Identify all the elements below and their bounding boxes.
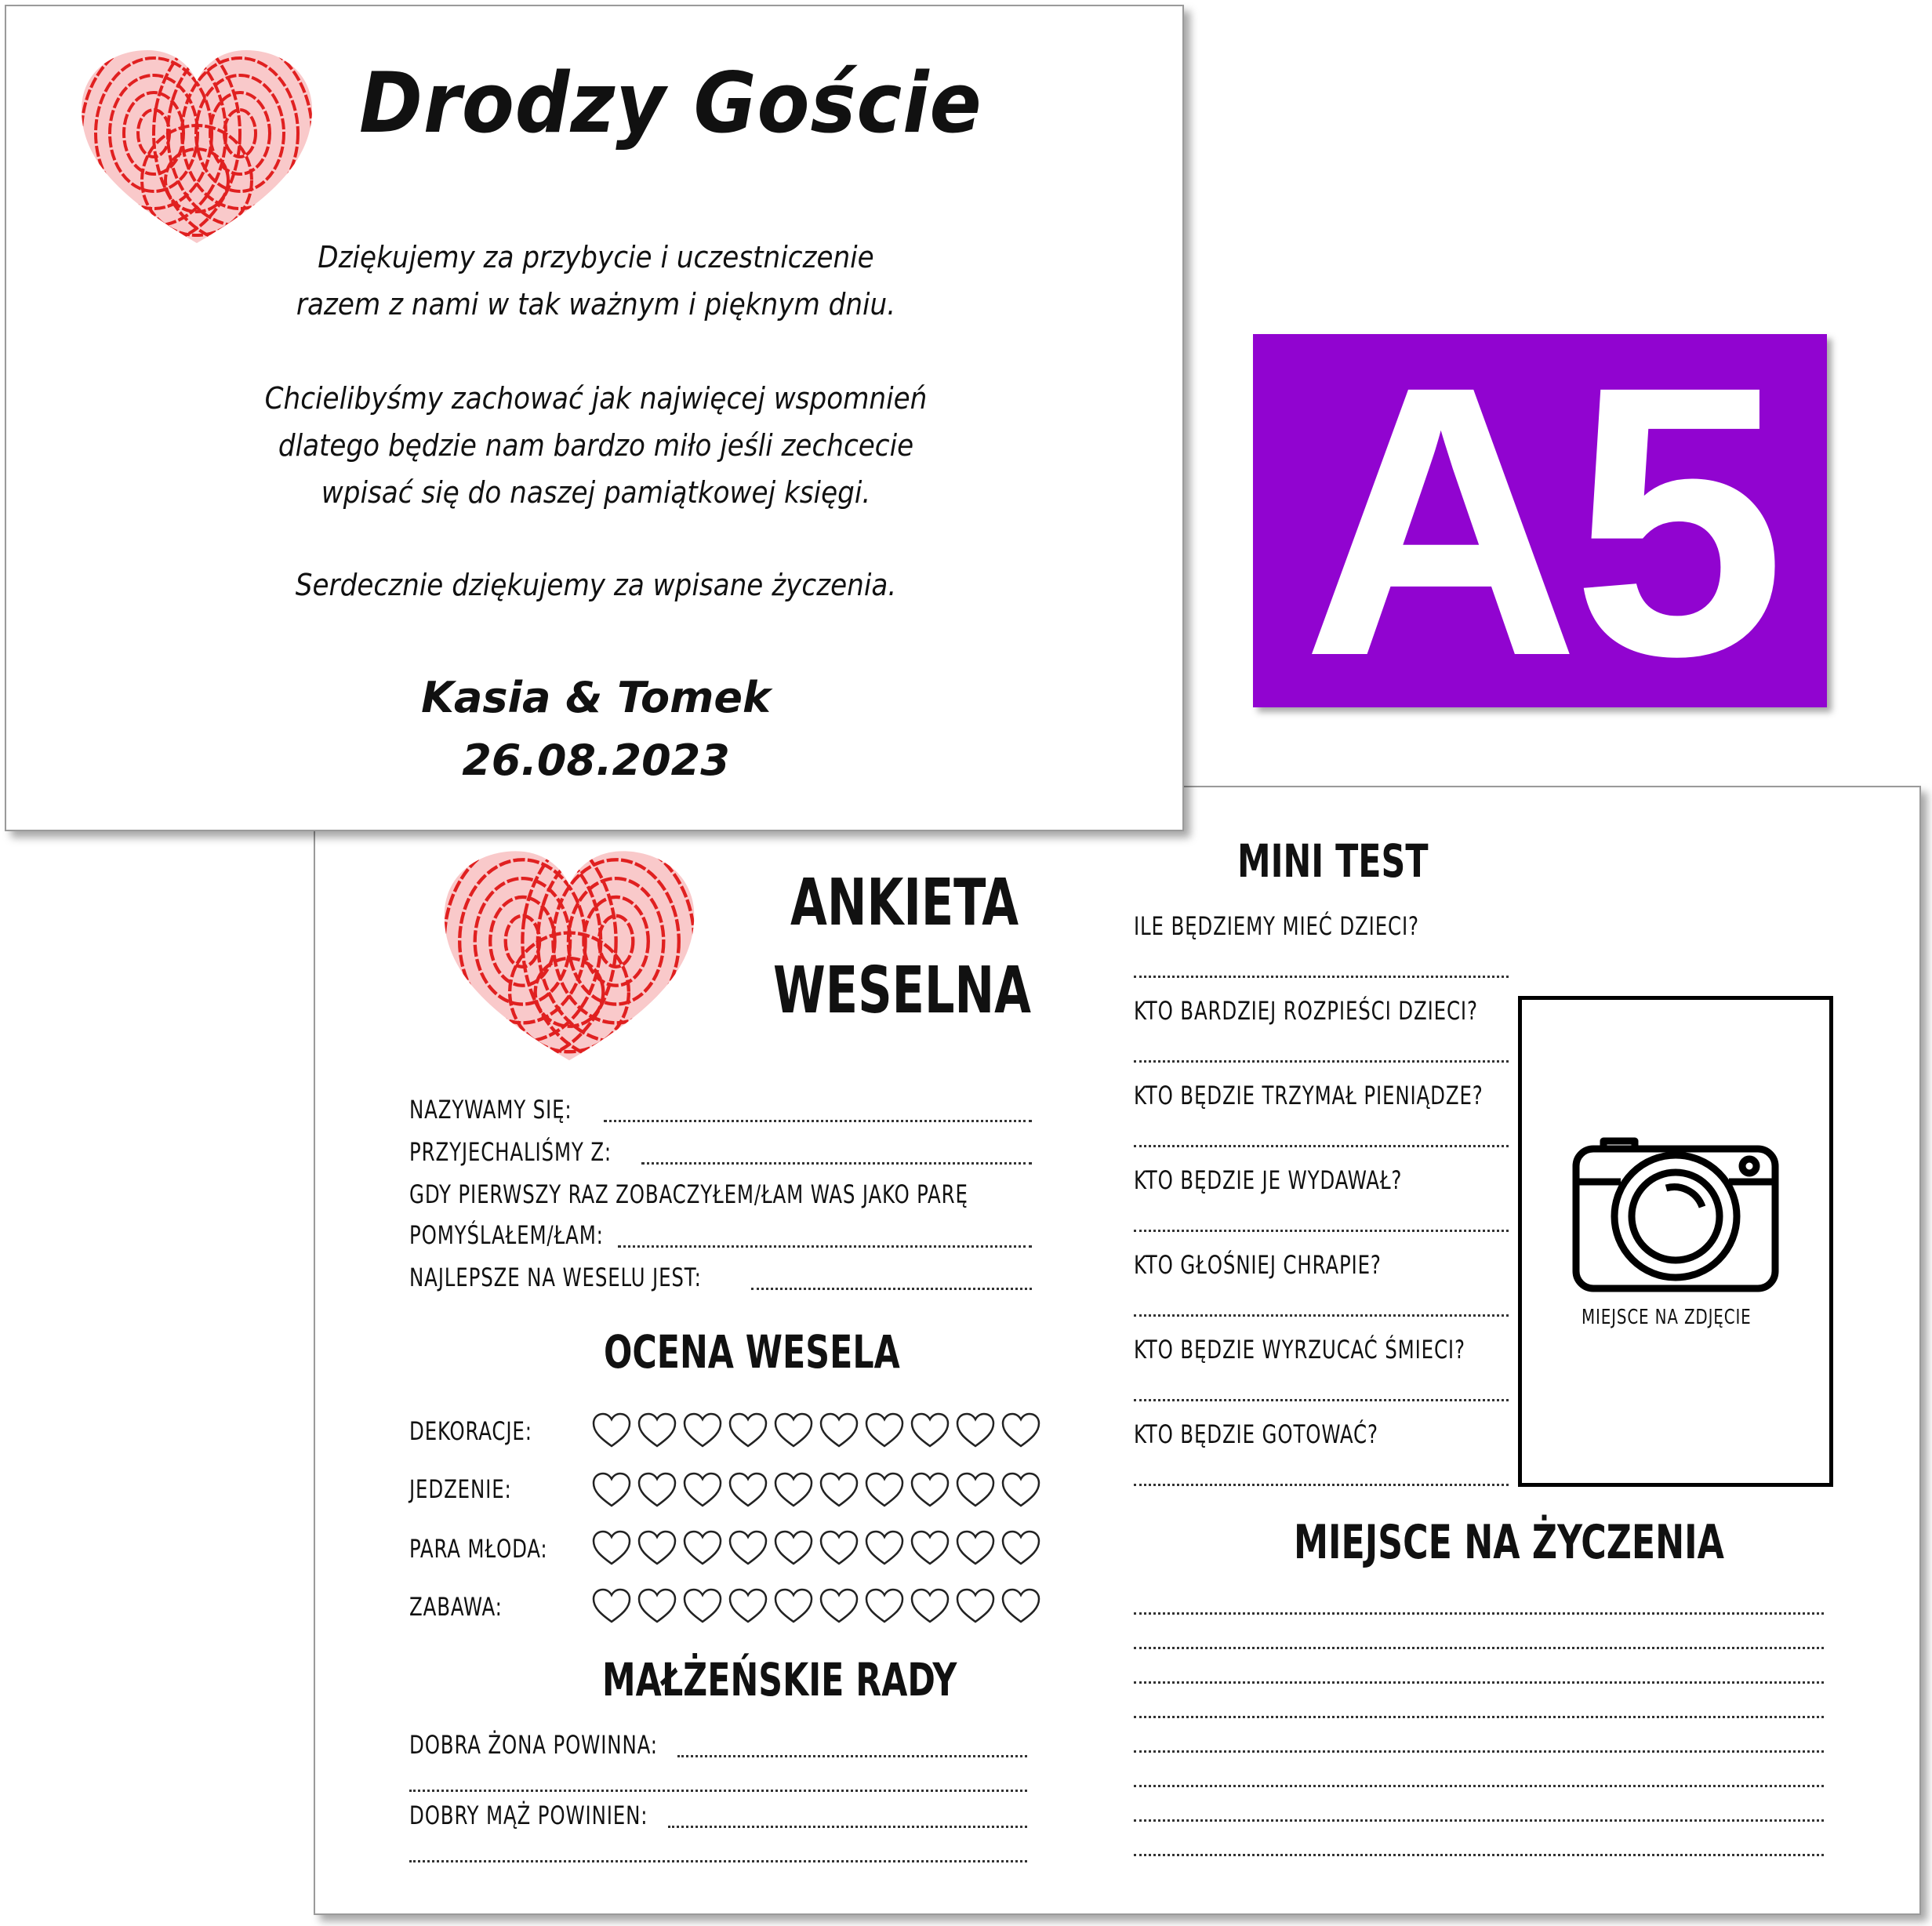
mini-test-question: KTO BĘDZIE WYRZUCAĆ ŚMIECI? — [1134, 1335, 1465, 1365]
heart-outline-icon[interactable] — [637, 1529, 677, 1567]
answer-line[interactable] — [1134, 1230, 1509, 1232]
text-line: razem z nami w tak ważnym i pięknym dniu. — [296, 287, 896, 322]
rating-label: PARA MŁODA: — [409, 1534, 548, 1564]
rating-label: ZABAWA: — [409, 1592, 503, 1622]
survey-question: NAZYWAMY SIĘ: — [409, 1095, 572, 1125]
mini-test-question: KTO BĘDZIE GOTOWAĆ? — [1134, 1419, 1378, 1449]
answer-line[interactable] — [1134, 1314, 1509, 1317]
advice-question: DOBRA ŻONA POWINNA: — [409, 1730, 658, 1760]
photo-placeholder[interactable] — [1518, 996, 1833, 1487]
answer-line[interactable] — [604, 1120, 1032, 1122]
answer-line[interactable] — [1134, 1484, 1509, 1486]
wish-line[interactable] — [1134, 1681, 1824, 1684]
mini-test-question: ILE BĘDZIEMY MIEĆ DZIECI? — [1134, 911, 1419, 941]
mini-test-question: KTO BARDZIEJ ROZPIEŚCI DZIECI? — [1134, 996, 1478, 1026]
heart-outline-icon[interactable] — [637, 1412, 677, 1449]
text-line: Chcielibyśmy zachować jak najwięcej wspomnień — [264, 381, 928, 416]
heart-outline-icon[interactable] — [773, 1529, 814, 1567]
wish-line[interactable] — [1134, 1647, 1824, 1649]
heart-outline-icon[interactable] — [1000, 1412, 1041, 1449]
survey-question: GDY PIERWSZY RAZ ZOBACZYŁEM/ŁAM WAS JAKO PARĘ — [409, 1179, 968, 1209]
heart-outline-icon[interactable] — [819, 1529, 859, 1567]
heart-outline-icon[interactable] — [1000, 1587, 1041, 1625]
mini-test-question: KTO GŁOŚNIEJ CHRAPIE? — [1134, 1250, 1382, 1280]
text-line: dlatego będzie nam bardzo miło jeśli zechcecie — [278, 428, 914, 463]
heart-outline-icon[interactable] — [864, 1587, 905, 1625]
advice-title: MAŁŻEŃSKIE RADY — [602, 1653, 957, 1706]
heart-outline-icon[interactable] — [955, 1529, 996, 1567]
answer-line[interactable] — [409, 1860, 1027, 1862]
welcome-card — [5, 5, 1184, 831]
couple-names: Kasia & Tomek — [421, 673, 771, 722]
heart-outline-icon[interactable] — [955, 1587, 996, 1625]
survey-question: POMYŚLAŁEM/ŁAM: — [409, 1220, 604, 1250]
heart-outline-icon[interactable] — [819, 1587, 859, 1625]
mini-test-question: KTO BĘDZIE JE WYDAWAŁ? — [1134, 1165, 1403, 1195]
closing-paragraph: Serdecznie dziękujemy za wpisane życzenia. — [295, 568, 897, 602]
wedding-date: 26.08.2023 — [462, 736, 730, 785]
advice-question: DOBRY MĄŻ POWINIEN: — [409, 1801, 648, 1830]
format-badge — [1253, 306, 1827, 736]
answer-line[interactable] — [677, 1755, 1027, 1757]
heart-outline-icon[interactable] — [955, 1412, 996, 1449]
answer-line[interactable] — [1134, 1399, 1509, 1401]
photo-label: MIEJSCE NA ZDJĘCIE — [1582, 1306, 1752, 1329]
survey-title-line1: ANKIETA — [790, 866, 1019, 940]
camera-icon — [1572, 1132, 1779, 1293]
mini-test-title: MINI TEST — [1237, 834, 1429, 888]
text-line: wpisać się do naszej pamiątkowej księgi. — [321, 475, 871, 510]
heart-outline-icon[interactable] — [773, 1587, 814, 1625]
heart-outline-icon[interactable] — [910, 1471, 950, 1509]
heart-outline-icon[interactable] — [591, 1529, 632, 1567]
wish-line[interactable] — [1134, 1750, 1824, 1753]
answer-line[interactable] — [1134, 1145, 1509, 1147]
heart-outline-icon[interactable] — [864, 1412, 905, 1449]
heart-outline-icon[interactable] — [819, 1412, 859, 1449]
answer-line[interactable] — [1134, 976, 1509, 978]
survey-title-line2: WESELNA — [773, 954, 1031, 1028]
heart-outline-icon[interactable] — [864, 1529, 905, 1567]
wish-line[interactable] — [1134, 1854, 1824, 1856]
mini-test-question: KTO BĘDZIE TRZYMAŁ PIENIĄDZE? — [1134, 1081, 1484, 1110]
survey-question: NAJLEPSZE NA WESELU JEST: — [409, 1263, 702, 1292]
rating-hearts-row — [591, 1471, 1041, 1509]
heart-outline-icon[interactable] — [728, 1587, 768, 1625]
fingerprint-heart-icon — [75, 47, 318, 251]
survey-card — [314, 786, 1921, 1915]
rating-label: JEDZENIE: — [409, 1474, 512, 1504]
wish-line[interactable] — [1134, 1785, 1824, 1787]
answer-line[interactable] — [641, 1162, 1032, 1165]
format-badge-label: A5 — [1302, 306, 1778, 736]
heart-outline-icon[interactable] — [819, 1471, 859, 1509]
wish-line[interactable] — [1134, 1819, 1824, 1822]
heart-outline-icon[interactable] — [728, 1412, 768, 1449]
thanks-paragraph — [65, 234, 1127, 328]
memories-paragraph — [65, 375, 1127, 516]
heart-outline-icon[interactable] — [591, 1587, 632, 1625]
answer-line[interactable] — [409, 1790, 1027, 1792]
heart-outline-icon[interactable] — [591, 1471, 632, 1509]
heart-outline-icon[interactable] — [682, 1471, 723, 1509]
heart-outline-icon[interactable] — [682, 1529, 723, 1567]
heart-outline-icon[interactable] — [864, 1471, 905, 1509]
heart-outline-icon[interactable] — [637, 1587, 677, 1625]
rating-hearts-row — [591, 1587, 1041, 1625]
heart-outline-icon[interactable] — [910, 1529, 950, 1567]
rating-hearts-row — [591, 1529, 1041, 1567]
answer-line[interactable] — [751, 1288, 1032, 1290]
answer-line[interactable] — [668, 1826, 1027, 1828]
heart-outline-icon[interactable] — [773, 1471, 814, 1509]
rating-hearts-row — [591, 1412, 1041, 1449]
heart-outline-icon[interactable] — [910, 1412, 950, 1449]
heart-outline-icon[interactable] — [728, 1529, 768, 1567]
heart-outline-icon[interactable] — [910, 1587, 950, 1625]
heart-outline-icon[interactable] — [637, 1471, 677, 1509]
heart-outline-icon[interactable] — [682, 1412, 723, 1449]
heart-outline-icon[interactable] — [728, 1471, 768, 1509]
card-title: Drodzy Goście — [359, 55, 982, 151]
heart-outline-icon[interactable] — [1000, 1529, 1041, 1567]
wish-line[interactable] — [1134, 1612, 1824, 1615]
heart-outline-icon[interactable] — [1000, 1471, 1041, 1509]
fingerprint-heart-icon — [438, 847, 701, 1070]
rating-title: OCENA WESELA — [604, 1325, 900, 1379]
rating-label: DEKORACJE: — [409, 1416, 532, 1446]
survey-question: PRZYJECHALIŚMY Z: — [409, 1137, 612, 1167]
text-line: Dziękujemy za przybycie i uczestniczenie — [318, 240, 874, 274]
heart-outline-icon[interactable] — [591, 1412, 632, 1449]
heart-outline-icon[interactable] — [682, 1587, 723, 1625]
heart-outline-icon[interactable] — [955, 1471, 996, 1509]
answer-line[interactable] — [618, 1245, 1032, 1248]
wishes-title: MIEJSCE NA ŻYCZENIA — [1294, 1515, 1724, 1570]
answer-line[interactable] — [1134, 1060, 1509, 1063]
heart-outline-icon[interactable] — [773, 1412, 814, 1449]
wish-line[interactable] — [1134, 1716, 1824, 1718]
